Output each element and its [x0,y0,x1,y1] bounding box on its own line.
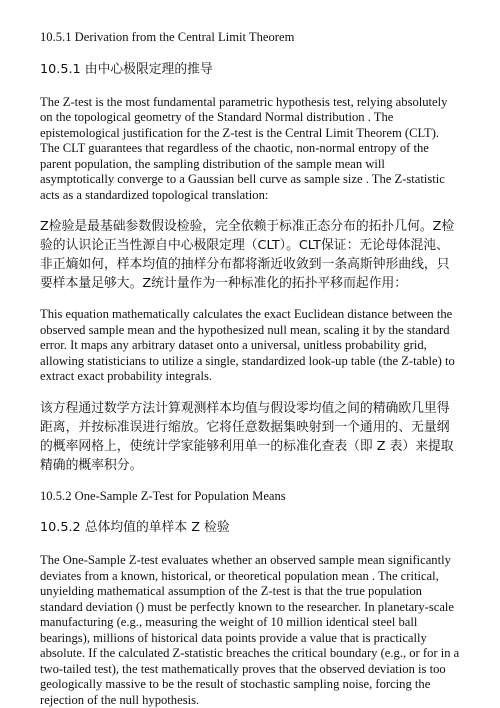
paragraph-zh: Z检验是最基础参数假设检验，完全依赖于标准正态分布的拓扑几何。Z检验的认识论正当性源自中心极限定理（CLT）。CLT保证：无论母体混沌、非正熵如何，样本均值的抽样分布都将渐近收敛到一条高斯钟形曲线，只要样本量足够大。Z统计量作为一种标准化的拓扑平移而起作用： [40,219,455,291]
paragraph-en: This equation mathematically calculates the exact Euclidean distance between the observed sample mean and the hypothesized null mean, scaling it by the standard error. It maps any arbitrary dataset onto a universal, unitless probability grid, allowing statisticians to utilize a single, standardized look-up table (the Z-table) to extract exact probability integrals. [40,307,455,383]
section-heading-zh: 10.5.2 总体均值的单样本 Z 检验 [40,520,230,535]
section-heading-zh: 10.5.1 由中心极限定理的推导 [40,61,213,77]
section-heading-en: 10.5.2 One-Sample Z-Test for Population Means [40,488,286,503]
paragraph-en: The One-Sample Z-test evaluates whether an observed sample mean significantly deviates from a known, historical, or theoretical population mean . The critical, unyielding mathematical assumption of the Z-test is that the true population standard deviation () must be perfectly known to the researcher. In planetary-scale manufacturing (e.g., measuring the weight of 10 million identical steel ball bearings), millions of historical data points provide a value that is practically absolute. If the calculated Z-statistic breaches the critical boundary (e.g., or for in a two-tailed test), the test mathematically proves that the observed deviation is too geologically massive to be the result of stochastic sampling noise, forcing the rejection of the null hypothesis. [40,553,460,707]
section-heading-en: 10.5.1 Derivation from the Central Limit Theorem [40,30,295,44]
paragraph-zh: 该方程通过数学方法计算观测样本均值与假设零均值之间的精确欧几里得距离，并按标准误进行缩放。它将任意数据集映射到一个通用的、无量纲的概率网格上，使统计学家能够利用单一的标准化查表（即 Z 表）来提取精确的概率积分。 [40,400,454,473]
paragraph-en: The Z-test is the most fundamental parametric hypothesis test, relying absolutely on the topological geometry of the Standard Normal distribution . The epistemological justification for the Z-test is the Central Limit Theorem (CLT). The CLT guarantees that regardless of the chaotic, non-normal entropy of the parent population, the sampling distribution of the sample mean will asymptotically converge to a Gaussian bell curve as sample size . The Z-statistic acts as a standardized topological translation: [40,94,448,202]
